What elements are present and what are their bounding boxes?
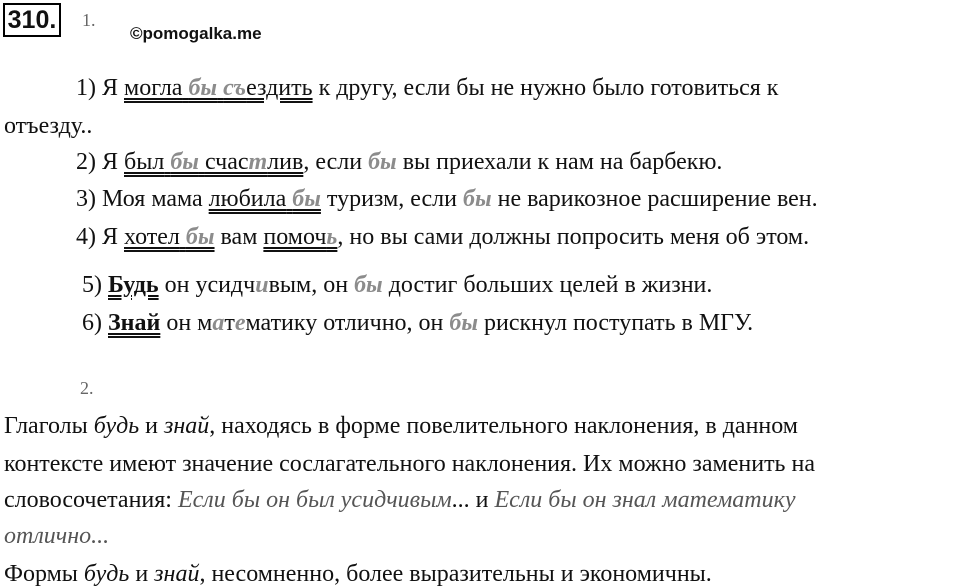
text: словосочетания:: [4, 487, 178, 513]
sentence-2-letter: т: [248, 149, 268, 175]
sentence-3: [76, 185, 818, 213]
ellipsis: ...: [91, 523, 110, 549]
sentence-3-mid: туризм, если: [320, 186, 463, 212]
particle-by: бы: [354, 272, 383, 298]
sentence-2-word2a: счас: [204, 149, 249, 175]
sentence-2-predicate: [124, 149, 303, 175]
sentence-4-word2a: помоч: [263, 224, 327, 250]
sentence-2-rest: вы приехали к нам на барбекю.: [396, 149, 723, 175]
sentence-5-imperative: Будь: [108, 272, 159, 298]
text: , несомненно, более выразительны и экономичны.: [199, 561, 712, 587]
sentence-1-num: 1) Я: [76, 75, 124, 101]
part2-line-5: [4, 560, 712, 588]
text: и: [129, 561, 155, 587]
text: Формы: [4, 561, 84, 587]
sentence-3-word: любила: [208, 186, 287, 212]
sentence-6-mid2: матику отлично, он: [245, 310, 450, 336]
watermark: ©pomogalka.me: [130, 24, 262, 43]
sentence-1-word: могла: [124, 75, 183, 101]
text: , находясь в форме повелительного наклонения, в данном: [209, 413, 798, 439]
part2-label: 2.: [80, 378, 94, 398]
particle-by: бы: [292, 186, 321, 212]
particle-by: бы: [185, 224, 215, 250]
sentence-5: [82, 271, 712, 299]
sentence-6-vowel1: а: [212, 310, 225, 336]
sentence-1: [76, 74, 778, 102]
sentence-6: [82, 309, 753, 337]
part2-line-2: контексте имеют значение сослагательного наклонения. Их можно заменить на: [4, 451, 815, 477]
sentence-1-predicate: [124, 75, 313, 101]
sentence-4-num: 4) Я: [76, 224, 124, 250]
sentence-2-mid: , если: [303, 149, 369, 175]
particle-by: бы: [188, 75, 218, 101]
sentence-2-word: был: [124, 149, 165, 175]
sentence-1-word2: ездить: [246, 75, 313, 101]
italic-word: знай: [163, 413, 210, 439]
sentence-4-predicate: [124, 224, 215, 250]
text: Глаголы: [4, 413, 94, 439]
sentence-4-rest: , но вы сами должны попросить меня об этом.: [337, 224, 810, 250]
sentence-4-word: хотел: [124, 224, 180, 250]
sentence-6-mid: он м: [160, 310, 213, 336]
italic-word: знай: [154, 561, 200, 587]
particle-by: бы: [368, 149, 397, 175]
sentence-1-prefix: съ: [223, 75, 247, 101]
sentence-2-word2c: лив: [267, 149, 304, 175]
part2-line-4: [4, 522, 109, 550]
part2-line-3: [4, 486, 796, 514]
sentence-4-mid: вам: [214, 224, 264, 250]
italic-word: будь: [83, 561, 130, 587]
sentence-5-vowel: и: [255, 272, 269, 298]
sentence-5-rest: достиг больших целей в жизни.: [382, 272, 713, 298]
sentence-4-letter: ь: [326, 224, 338, 250]
italic-phrase: Если бы он знал математику: [494, 487, 796, 513]
particle-by: бы: [170, 149, 199, 175]
exercise-number: 310.: [3, 3, 61, 37]
part2-line-1: [4, 412, 798, 440]
part1-label: 1.: [82, 10, 96, 30]
italic-phrase: Если бы он был усидчивым: [177, 487, 452, 513]
particle-by: бы: [462, 186, 492, 212]
sentence-2: [76, 148, 722, 176]
italic-phrase: отлично: [4, 523, 92, 549]
sentence-5-num: 5): [82, 272, 108, 298]
sentence-5-mid: он усидч: [158, 272, 256, 298]
sentence-3-num: 3) Моя мама: [76, 186, 209, 212]
sentence-6-rest: рискнул поступать в МГУ.: [478, 310, 754, 336]
sentence-1-continuation: отъезду..: [4, 113, 93, 139]
text: и: [139, 413, 164, 439]
sentence-4-predicate2: [263, 224, 337, 250]
sentence-6-num: 6): [82, 310, 108, 336]
sentence-1-rest: к другу, если бы не нужно было готовиться к: [312, 75, 779, 101]
particle-by: бы: [449, 310, 479, 336]
sentence-4: [76, 223, 809, 251]
sentence-6-imperative: Знай: [108, 310, 161, 336]
sentence-3-predicate: [209, 186, 321, 212]
sentence-6-vowel2: е: [234, 310, 246, 336]
sentence-6-consonant: т: [224, 310, 235, 336]
italic-word: будь: [93, 413, 140, 439]
sentence-2-num: 2) Я: [76, 149, 124, 175]
sentence-5-mid2: вым, он: [268, 272, 355, 298]
text: ... и: [451, 487, 495, 513]
sentence-3-rest: не варикозное расширение вен.: [491, 186, 818, 212]
